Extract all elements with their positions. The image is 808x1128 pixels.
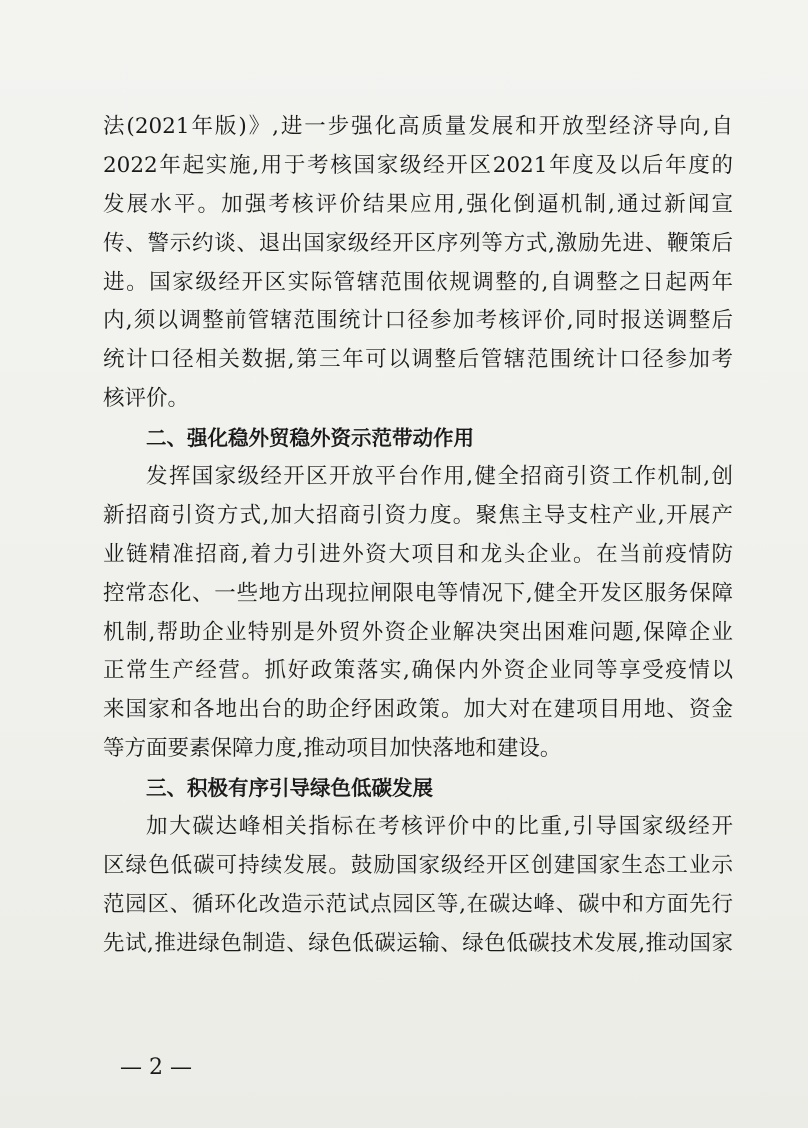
body-line: 区绿色低碳可持续发展。鼓励国家级经开区创建国家生态工业示 (103, 852, 733, 878)
body-line: 统计口径相关数据,第三年可以调整后管辖范围统计口径参加考 (103, 347, 733, 373)
body-line: 新招商引资方式,加大招商引资力度。聚焦主导支柱产业,开展产 (103, 502, 733, 528)
body-line: 核评价。 (103, 386, 190, 412)
body-line: 机制,帮助企业特别是外贸外资企业解决突出困难问题,保障企业 (103, 619, 733, 645)
body-line: 2022年起实施,用于考核国家级经开区2021年度及以后年度的 (103, 152, 733, 178)
body-line: 业链精准招商,着力引进外资大项目和龙头企业。在当前疫情防 (103, 541, 733, 567)
section-heading-2: 二、强化稳外贸稳外资示范带动作用 (146, 426, 474, 451)
body-line: 来国家和各地出台的助企纾困政策。加大对在建项目用地、资金 (103, 697, 733, 723)
body-line: 进。国家级经开区实际管辖范围依规调整的,自调整之日起两年 (103, 269, 733, 295)
body-line: 先试,推进绿色制造、绿色低碳运输、绿色低碳技术发展,推动国家 (103, 930, 733, 956)
document-body (103, 108, 733, 964)
body-line: 法(2021年版)》,进一步强化高质量发展和开放型经济导向,自 (103, 114, 733, 139)
body-line: 发展水平。加强考核评价结果应用,强化倒逼机制,通过新闻宣 (103, 191, 733, 217)
section-heading-3: 三、积极有序引导绿色低碳发展 (146, 776, 433, 801)
body-line: 正常生产经营。抓好政策落实,确保内外资企业同等享受疫情以 (103, 658, 733, 684)
body-line: 内,须以调整前管辖范围统计口径参加考核评价,同时报送调整后 (103, 308, 733, 334)
body-line: 控常态化、一些地方出现拉闸限电等情况下,健全开发区服务保障 (103, 580, 733, 606)
body-line: 等方面要素保障力度,推动项目加快落地和建设。 (103, 736, 562, 762)
body-line: 加大碳达峰相关指标在考核评价中的比重,引导国家级经开 (146, 814, 733, 840)
body-line: 范园区、循环化改造示范试点园区等,在碳达峰、碳中和方面先行 (103, 891, 733, 917)
page-number: — 2 — (120, 1055, 192, 1080)
body-line: 传、警示约谈、退出国家级经开区序列等方式,激励先进、鞭策后 (103, 230, 733, 256)
body-line: 发挥国家级经开区开放平台作用,健全招商引资工作机制,创 (146, 464, 733, 490)
